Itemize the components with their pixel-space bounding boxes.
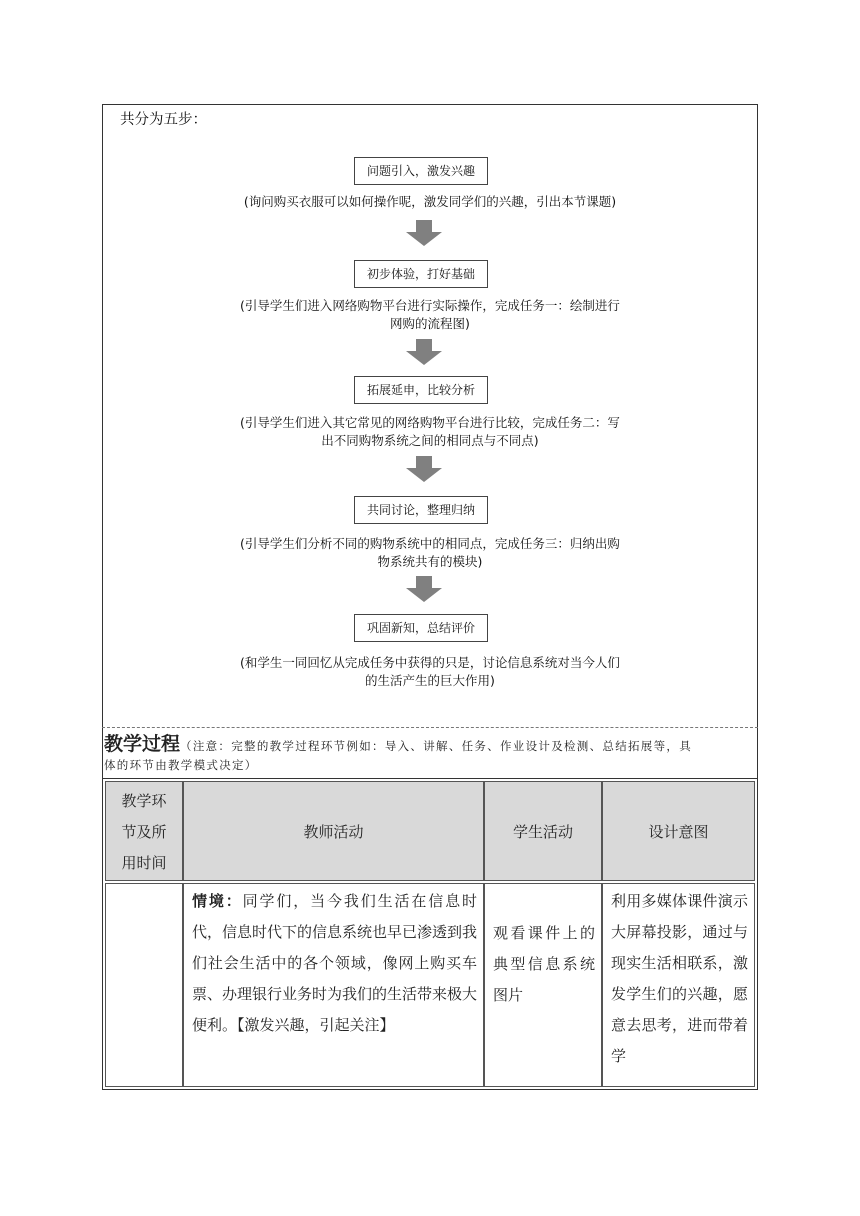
step-desc-3-line-2: 出不同购物系统之间的相同点与不同点): [321, 433, 539, 448]
header-time-line-3: 用时间: [121, 853, 167, 872]
down-arrow-icon: [406, 339, 442, 365]
step-desc-5-line-1: (和学生一同回忆从完成任务中获得的只是，讨论信息系统对当今人们: [240, 655, 620, 670]
intro-text: 共分为五步：: [120, 112, 207, 128]
process-header: [104, 729, 756, 775]
process-note-line-2: 体的环节由教学模式决定）: [104, 758, 258, 772]
cell-student: 观看课件上的典型信息系统图片: [484, 883, 602, 1087]
header-time-line-1: 教学环: [121, 791, 167, 810]
step-desc-1: [190, 193, 670, 211]
step-desc-1-line-1: (询问购买衣服可以如何操作呢，激发同学们的兴趣，引出本节课题): [243, 194, 617, 209]
teacher-text: 同学们，当今我们生活在信息时代，信息时代下的信息系统也早已渗透到我们社会生活中的各个领域，像网上购买车票、办理银行业务时为我们的生活带来极大便利。【激发兴趣，引起关注】: [192, 892, 478, 1034]
cell-time: [105, 883, 183, 1087]
step-desc-5: [190, 654, 670, 690]
step-box-2: 初步体验，打好基础: [354, 260, 488, 288]
step-desc-4: [190, 535, 670, 571]
teacher-label: 情境：: [192, 892, 243, 910]
header-teacher: 教师活动: [183, 781, 484, 881]
step-desc-2-line-1: (引导学生们进入网络购物平台进行实际操作，完成任务一：绘制进行: [240, 298, 620, 313]
header-student: 学生活动: [484, 781, 602, 881]
process-title: 教学过程: [104, 733, 181, 755]
header-time: [105, 781, 183, 881]
step-desc-3-line-1: (引导学生们进入其它常见的网络购物平台进行比较，完成任务二：写: [240, 415, 620, 430]
step-desc-3: [190, 414, 670, 450]
section-divider: [102, 727, 758, 728]
step-desc-5-line-2: 的生活产生的巨大作用): [365, 673, 495, 688]
header-intent: 设计意图: [602, 781, 755, 881]
step-box-4: 共同讨论，整理归纳: [354, 496, 488, 524]
header-time-line-2: 节及所: [121, 822, 167, 841]
down-arrow-icon: [406, 456, 442, 482]
step-desc-4-line-1: (引导学生们分析不同的购物系统中的相同点，完成任务三：归纳出购: [240, 536, 620, 551]
process-note-line-1: （注意：完整的教学过程环节例如：导入、讲解、任务、作业设计及检测、总结拓展等，具: [180, 739, 693, 753]
down-arrow-icon: [406, 220, 442, 246]
cell-teacher: [183, 883, 484, 1087]
step-box-5: 巩固新知，总结评价: [354, 614, 488, 642]
step-desc-2-line-2: 网购的流程图): [390, 316, 470, 331]
step-box-1: 问题引入，激发兴趣: [354, 157, 488, 185]
step-box-3: 拓展延申，比较分析: [354, 376, 488, 404]
process-table: [102, 778, 758, 1090]
down-arrow-icon: [406, 576, 442, 602]
step-desc-2: [190, 297, 670, 333]
cell-intent: 利用多媒体课件演示大屏幕投影，通过与现实生活相联系，激发学生们的兴趣，愿意去思考，进而带着学: [602, 883, 755, 1087]
step-desc-4-line-2: 物系统共有的模块): [377, 554, 483, 569]
